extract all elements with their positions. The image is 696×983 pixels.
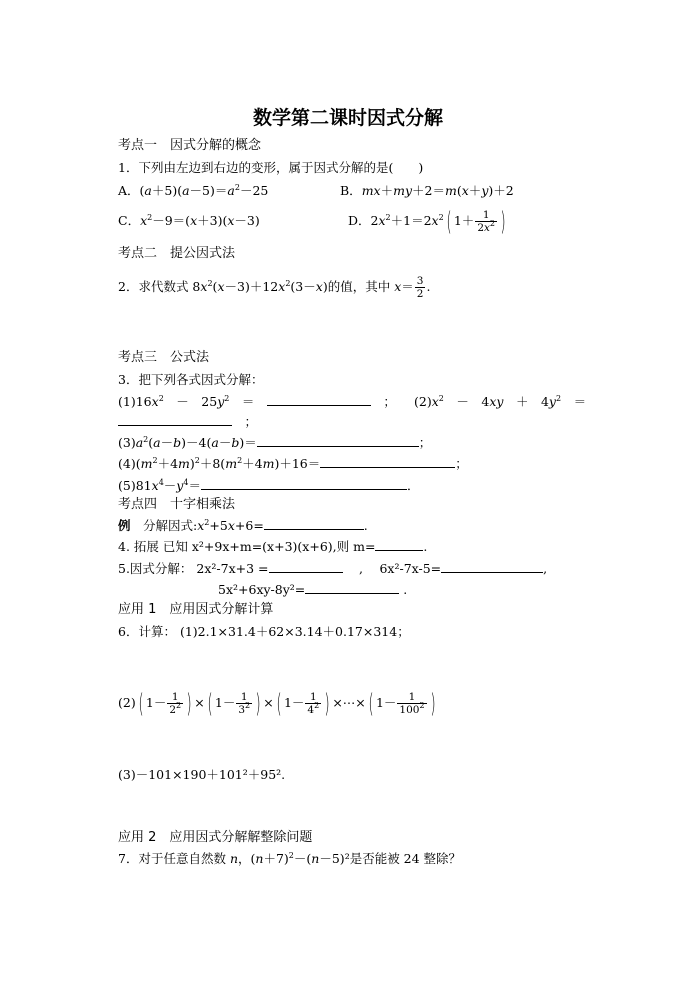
fraction: $\frac{1}{2x^2}$ [477, 209, 496, 234]
question-1-stem: 1．下列由左边到右边的变形，属于因式分解的是( ) [118, 160, 424, 175]
question-1-option-d: D．$2x^2+1=2x^2$( 1＋ $\frac{1}{2x^2}$ ) [348, 206, 506, 237]
section-heading-6: 应用 2 应用因式分解解整除问题 [118, 830, 313, 845]
example-question: 例 分解因式$:x^2+5x+6=$ . [118, 518, 368, 533]
section-heading-3: 考点三 公式法 [118, 350, 210, 365]
section-heading-5: 应用 1 应用因式分解计算 [118, 602, 274, 617]
question-6-part-1: 6．计算： (1)2.1×31.4＋62×3.14＋0.17×314； [118, 624, 410, 639]
answer-blank[interactable] [375, 539, 423, 551]
answer-blank[interactable] [305, 582, 399, 594]
question-5-part-3: 5x²+6xy-8y²= . [218, 582, 408, 597]
fraction: $\frac{3}{2}$ [416, 275, 424, 300]
question-3-part-3: $(3)a^2(a-b)-4(a-b)=$ ； [118, 435, 432, 450]
question-3-stem: 3．把下列各式因式分解： [118, 372, 264, 387]
question-5: 5.因式分解： 2x²-7x+3 = , 6x²-7x-5= , [118, 561, 548, 576]
question-1-option-b: B．mx＋my＋2＝m(x＋y)＋2 [340, 183, 514, 198]
section-heading-1: 考点一 因式分解的概念 [118, 138, 262, 153]
question-2: 2．求代数式 $8x^2(x-3)+12x^2(3-x)$的值，其中 x＝ $\frac{3}{2}$ . [118, 275, 431, 300]
page-title: 数学第二课时因式分解 [252, 107, 443, 129]
answer-blank[interactable] [118, 414, 232, 426]
section-heading-2: 考点二 提公因式法 [118, 246, 236, 261]
question-3-part-1: $(1)16x^2$ － $25y^2$ ＝ ； [118, 394, 396, 409]
answer-blank[interactable] [257, 435, 419, 447]
question-3-part-5: $(5)81x^4-y^4=$ ． [118, 478, 420, 493]
answer-blank[interactable] [201, 478, 407, 490]
question-1-option-c: C．$x^2-9=(x+3)(x-3)$ [118, 213, 260, 228]
answer-blank[interactable] [320, 456, 455, 468]
answer-blank[interactable] [269, 561, 343, 573]
fraction: $\frac{1}{4^2}$ [307, 691, 320, 716]
question-4: 4. 拓展 已知 x²+9x+m=(x+3)(x+6),则 m= . [118, 539, 428, 554]
question-3-part-2-answer: ； [118, 414, 257, 430]
fraction: $\frac{1}{100^2}$ [399, 691, 425, 716]
answer-blank[interactable] [441, 561, 543, 573]
question-3-part-2: $(2)x^2$ － 4xy ＋ $4y^2$ ＝ [414, 394, 587, 409]
question-6-part-2: (2)( 1－ $\frac{1}{2^2}$ ) ×( 1－ $\frac{1}{3^2}$ ) ×( 1－ $\frac{1}{4^2}$ ) ×⋯×( 1－ $\frac{1}{100^2}$ ) [118, 688, 436, 719]
question-7: 7．对于任意自然数 n，$(n+7)^2-(n-5)^2$是否能被 24 整除？ [118, 851, 462, 866]
answer-blank[interactable] [264, 518, 364, 530]
question-3-part-4: $(4)(m^2+4m)^2+8(m^2+4m)+16=$ ； [118, 456, 468, 471]
question-6-part-3: (3)－101×190＋101²＋95². [118, 767, 286, 782]
answer-blank[interactable] [267, 394, 371, 406]
question-1-option-a: A．$(a+5)(a-5)=a^2-25$ [118, 183, 269, 198]
fraction: $\frac{1}{3^2}$ [238, 691, 251, 716]
section-heading-4: 考点四 十字相乘法 [118, 497, 236, 512]
fraction: $\frac{1}{2^2}$ [169, 691, 182, 716]
